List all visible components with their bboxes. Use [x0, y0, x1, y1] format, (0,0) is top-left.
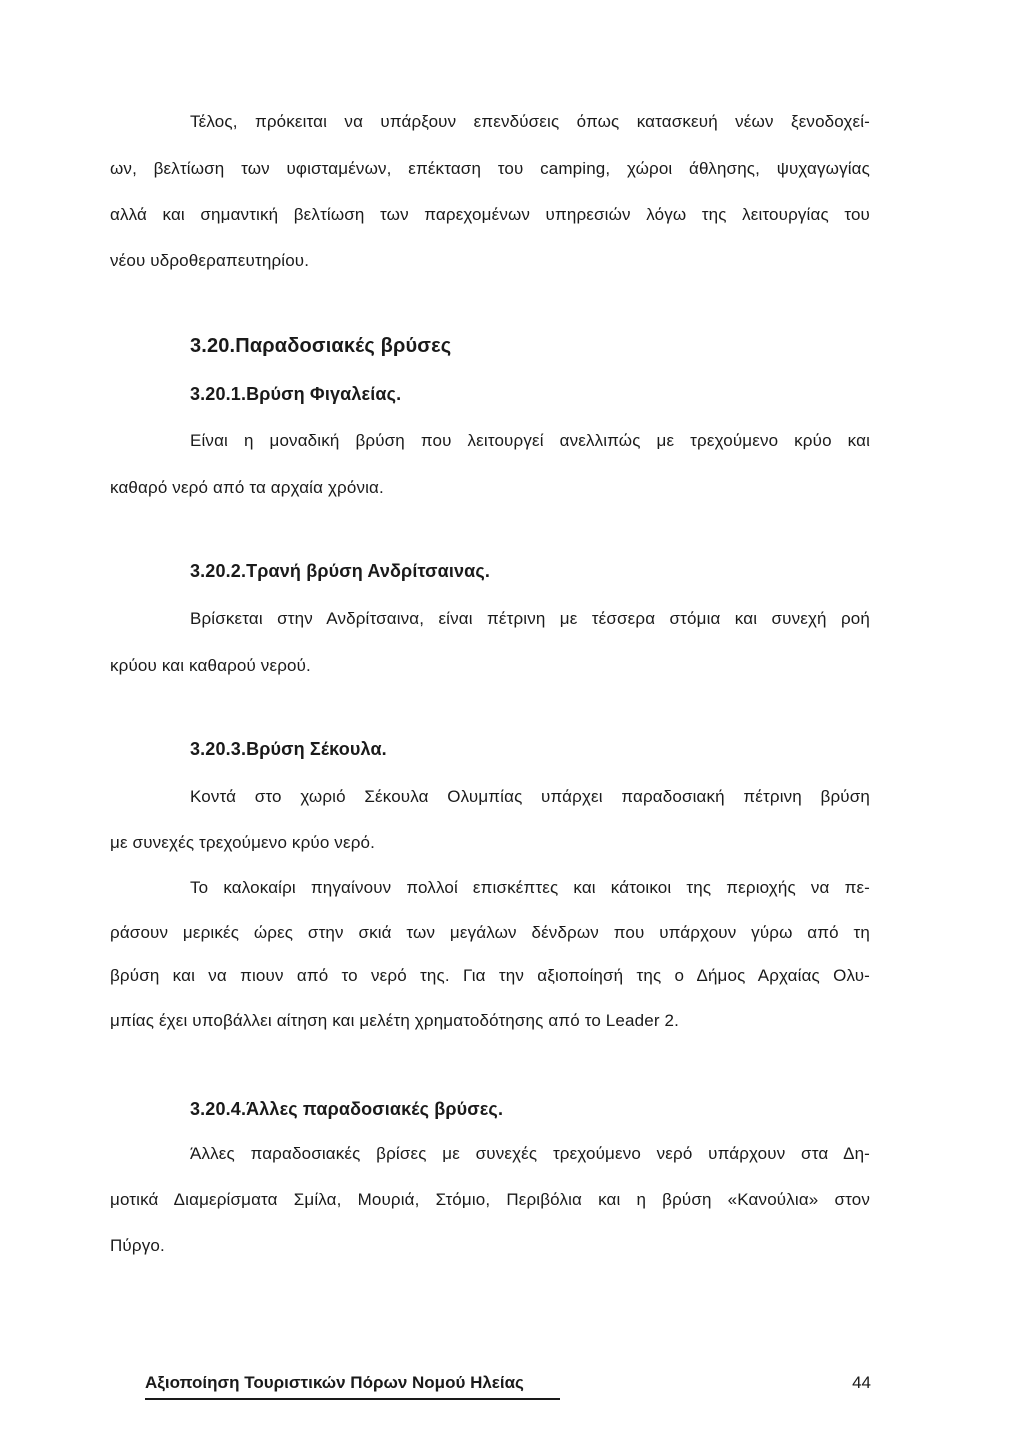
paragraph-line: Βρίσκεται στην Ανδρίτσαινα, είναι πέτρινη με τέσσερα στόμια και συνεχή ροή [190, 609, 870, 628]
page-number: 44 [852, 1373, 871, 1392]
paragraph-line: Τέλος, πρόκειται να υπάρξουν επενδύσεις όπως κατασκευή νέων ξενοδοχεί- [190, 112, 870, 131]
subsection-heading: 3.20.3.Βρύση Σέκουλα. [190, 739, 387, 759]
subsection-heading: 3.20.1.Βρύση Φιγαλείας. [190, 384, 402, 404]
paragraph-line: Το καλοκαίρι πηγαίνουν πολλοί επισκέπτες και κάτοικοι της περιοχής να πε- [190, 878, 870, 897]
paragraph-line: ων, βελτίωση των υφισταμένων, επέκταση του camping, χώροι άθλησης, ψυχαγωγίας [110, 159, 870, 178]
subsection-heading: 3.20.2.Τρανή βρύση Ανδρίτσαινας. [190, 561, 491, 581]
paragraph-line: βρύση και να πιουν από το νερό της. Για την αξιοποίησή της ο Δήμος Αρχαίας Ολυ- [110, 966, 870, 985]
paragraph-line: νέου υδροθεραπευτηρίου. [110, 251, 310, 270]
paragraph-line: ράσουν μερικές ώρες στην σκιά των μεγάλων δένδρων που υπάρχουν γύρω από τη [110, 923, 870, 942]
paragraph-line: Πύργο. [110, 1236, 165, 1255]
subsection-heading: 3.20.4.Άλλες παραδοσιακές βρύσες. [190, 1099, 504, 1119]
paragraph-line: αλλά και σημαντική βελτίωση των παρεχομένων υπηρεσιών λόγω της λειτουργίας του [110, 205, 870, 224]
paragraph-line: καθαρό νερό από τα αρχαία χρόνια. [110, 478, 384, 497]
paragraph-line: με συνεχές τρεχούμενο κρύο νερό. [110, 833, 375, 852]
paragraph-line: Κοντά στο χωριό Σέκουλα Ολυμπίας υπάρχει παραδοσιακή πέτρινη βρύση [190, 787, 870, 806]
section-heading: 3.20.Παραδοσιακές βρύσες [190, 335, 452, 357]
paragraph-line: Άλλες παραδοσιακές βρίσες με συνεχές τρεχούμενο νερό υπάρχουν στα Δη- [190, 1144, 870, 1163]
footer-title: Αξιοποίηση Τουριστικών Πόρων Νομού Ηλείας [145, 1373, 524, 1392]
paragraph-line: Είναι η μοναδική βρύση που λειτουργεί ανελλιπώς με τρεχούμενο κρύο και [190, 431, 870, 450]
paragraph-line: κρύου και καθαρού νερού. [110, 656, 311, 675]
paragraph-line: μοτικά Διαμερίσματα Σμίλα, Μουριά, Στόμιο, Περιβόλια και η βρύση «Κανούλια» στον [110, 1190, 870, 1209]
paragraph-line: μπίας έχει υποβάλλει αίτηση και μελέτη χρηματοδότησης από το Leader 2. [110, 1011, 679, 1030]
footer-rule [145, 1398, 560, 1400]
